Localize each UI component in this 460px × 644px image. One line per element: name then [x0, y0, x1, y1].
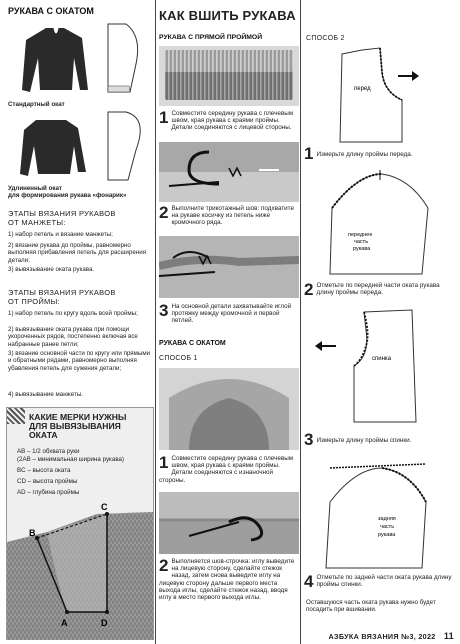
- measure-cd: CD – высота проймы: [17, 478, 78, 485]
- column-divider-2: [300, 0, 301, 644]
- step2-seam-illustration: [159, 142, 299, 202]
- step-number: 2: [159, 203, 169, 222]
- sleeves-section-title: РУКАВА С ОКАТОМ: [8, 6, 94, 16]
- step-number: 4: [304, 572, 314, 591]
- step-number: 3: [159, 301, 169, 320]
- hatch-decoration: [7, 408, 25, 424]
- puff-sleeve-illustration: [16, 110, 156, 190]
- back-part-label-3: рукава: [378, 532, 396, 538]
- method1-step-1: [159, 455, 299, 484]
- method1-step-2: [159, 558, 299, 601]
- method1-step2-illustration: [159, 492, 299, 554]
- page-number: 11: [443, 631, 454, 641]
- armhole-stage-1: 1) набор петель по кругу вдоль всей проймы;: [8, 310, 138, 317]
- set-in-sleeve-subtitle: РУКАВА С ОКАТОМ: [159, 340, 226, 347]
- step-text: Выполните трикотажный шов: подхватите на рукаве косичку из петель ниже кромочного ряда.: [171, 205, 294, 227]
- front-label: перед: [354, 86, 371, 92]
- back-part-label-2: часть: [380, 524, 395, 530]
- page-footer: [329, 631, 454, 641]
- method2-step-1: [304, 146, 454, 162]
- measure-ad: AD – глубина проймы: [17, 489, 80, 496]
- back-part-label: задняя: [378, 516, 396, 522]
- method2-step-3: [304, 432, 454, 448]
- step-text: Измерьте длину проймы переда.: [316, 151, 413, 158]
- cuff-stages-title-2: ОТ МАНЖЕТЫ:: [8, 218, 66, 227]
- step1-knit-sleeve: [165, 50, 293, 72]
- point-b-label: B: [29, 528, 36, 538]
- straight-step-2: [159, 205, 299, 227]
- point-d-label: D: [101, 618, 108, 628]
- back-label: спинка: [372, 356, 392, 362]
- armhole-stage-3: 3) вязание основной части по кругу или прямыми и обратными рядами, равномерно выполняя убавления петель для сужения детали;: [8, 350, 151, 372]
- step-number: 3: [304, 430, 314, 449]
- front-part-label-3: рукава: [353, 246, 371, 252]
- how-to-sew-title: КАК ВШИТЬ РУКАВА: [159, 8, 296, 23]
- method2-note: Оставшуюся часть оката рукава нужно будет посадить при вшивании.: [306, 599, 436, 614]
- step-number: 2: [159, 556, 169, 575]
- step-text: Измерьте длину проймы спинки.: [316, 437, 412, 444]
- armhole-stages-title-2: ОТ ПРОЙМЫ:: [8, 297, 60, 306]
- cuff-stage-2: 2) вязание рукава до проймы, равномерно выполняя прибавления петель для расширения детали;: [8, 242, 146, 264]
- method-1-label: СПОСОБ 1: [159, 355, 198, 362]
- step3-seam-illustration: [159, 236, 299, 298]
- straight-armhole-subtitle: РУКАВА С ПРЯМОЙ ПРОЙМОЙ: [159, 34, 263, 41]
- back-armhole-illustration: [312, 306, 442, 426]
- step-number: 1: [304, 144, 314, 163]
- step-text: Совместите середину рукава с плечевым швом, края рукава с краями проймы. Детали соединяются с лицевой стороны.: [171, 110, 294, 132]
- puff-cap-caption-2: для формирования рукава «фонарик»: [8, 192, 127, 199]
- point-a-label: A: [61, 618, 68, 628]
- puff-cap-caption: Удлиненный окат: [8, 185, 62, 192]
- front-sleeve-marking-illustration: [318, 168, 434, 278]
- measurements-box: [6, 407, 154, 640]
- armhole-measure-diagram: [7, 502, 153, 640]
- point-c-label: C: [101, 502, 108, 512]
- front-part-label: переднее: [348, 232, 373, 238]
- armhole-stage-4: 4) вывязывание манжеты.: [8, 391, 83, 398]
- measurements-title-2: ДЛЯ ВЫВЯЗЫВАНИЯ: [29, 421, 121, 431]
- cuff-stage-1: 1) набор петель и вязание манжеты;: [8, 231, 113, 238]
- method2-step-2: [304, 282, 454, 298]
- standard-sleeve-illustration: [16, 20, 156, 100]
- magazine-name: АЗБУКА ВЯЗАНИЯ №3, 2022: [328, 632, 436, 641]
- method-2-label: СПОСОБ 2: [306, 35, 345, 42]
- straight-step-3: [159, 303, 299, 325]
- step-text: Выполняется шов-строчка: иглу выведите на лицевую сторону, сделайте стежок назад, затем снова выведите иглу на лицевую сторону дальше первого места выхода иглы, сделайте стежок назад, вводя иглу в место первого выхода иглы.: [159, 558, 295, 602]
- back-sleeve-marking-illustration: [316, 458, 434, 572]
- step-number: 2: [304, 280, 314, 299]
- step-text: На основной детали захватывайте иглой протяжку между кромочной и первой петлей.: [171, 303, 292, 325]
- method2-step-4: [304, 574, 454, 590]
- cuff-stages-title: ЭТАПЫ ВЯЗАНИЯ РУКАВОВ: [8, 209, 116, 218]
- step-text: Совместите середину рукава с плечевым швом, края рукава с краями проймы. Детали соединяются с изнаночной стороны.: [159, 455, 294, 484]
- front-part-label-2: часть: [354, 239, 369, 245]
- column-divider: [155, 0, 156, 644]
- straight-step-1: [159, 110, 299, 132]
- step-number: 1: [159, 108, 169, 127]
- step-text: Отметьте по задней части оката рукава длину проймы спинки.: [316, 574, 452, 589]
- cuff-stage-3: 3) вывязывание оката рукава.: [8, 266, 95, 273]
- measure-2ab: (2AB – минимальная ширина рукава): [17, 456, 125, 463]
- standard-cap-caption: Стандартный окат: [8, 101, 65, 108]
- step-text: Отметьте по передней части оката рукава длину проймы переда.: [316, 282, 440, 297]
- step-number: 1: [159, 453, 169, 472]
- method1-step1-illustration: [159, 368, 299, 450]
- measure-bc: BC – высота оката: [17, 467, 71, 474]
- armhole-stages-title: ЭТАПЫ ВЯЗАНИЯ РУКАВОВ: [8, 288, 116, 297]
- measure-ab: AB – 1/2 обхвата руки: [17, 448, 80, 455]
- measurements-title-3: ОКАТА: [29, 430, 58, 440]
- measurements-title: КАКИЕ МЕРКИ НУЖНЫ: [29, 412, 127, 422]
- armhole-stage-2: 2) вывязывание оката рукава при помощи укороченных рядов, постепенно включая все набранные ранее петли;: [8, 326, 138, 348]
- step1-knit-fabric: [165, 70, 293, 100]
- front-armhole-illustration: [322, 44, 432, 144]
